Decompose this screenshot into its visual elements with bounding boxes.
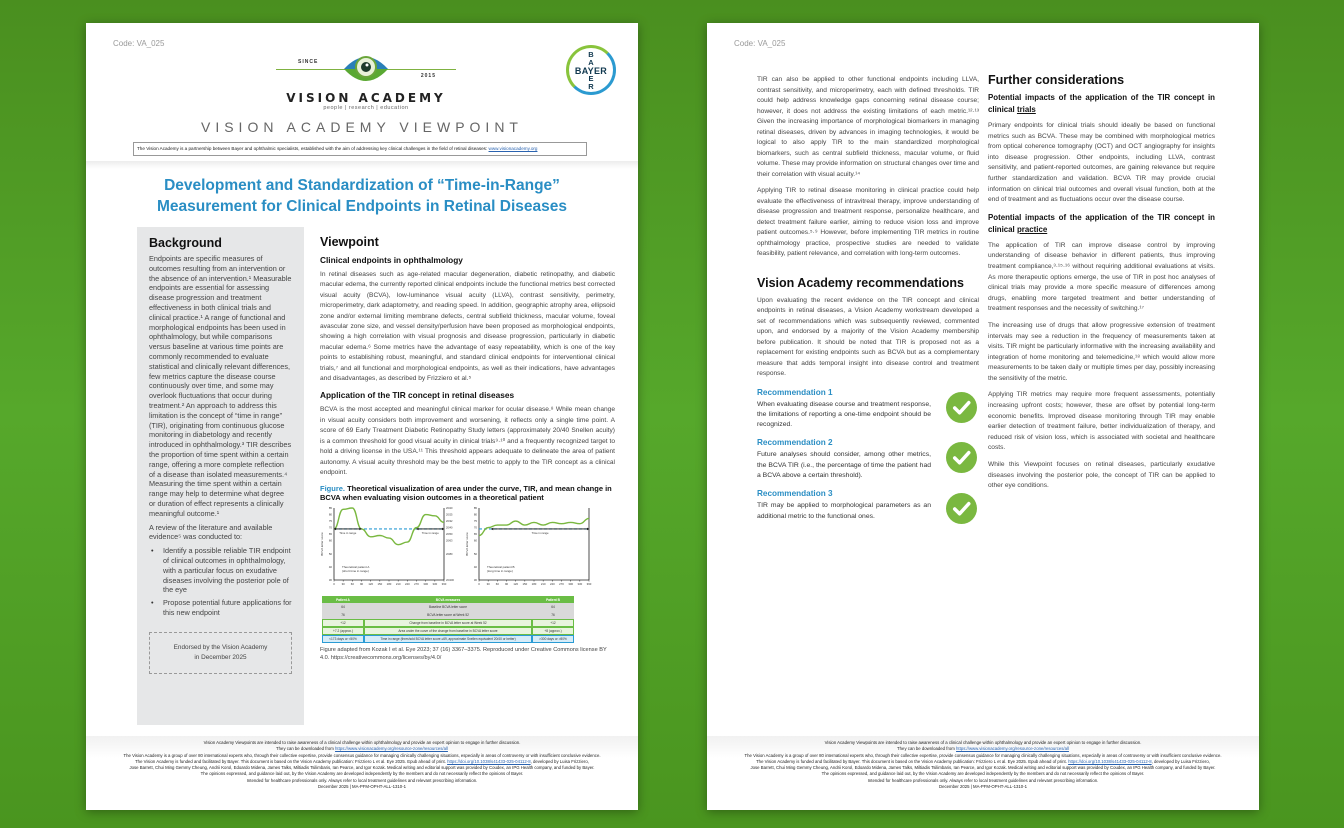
table-header-row bbox=[322, 596, 574, 603]
document-title bbox=[106, 175, 618, 217]
tir-practice-paragraph: Applying TIR to retinal disease monitoring in clinical practice could help evaluate the effectiveness of intravitreal therapy, improve understanding of disease progression and treatment response, personalize healthcare, and detect treatment failure earlier, aiming to reduce vision loss and improve patient outcomes.⁵·⁹ However, before implementing TIR metrics in routine ophthalmology practice, prospective studies are needed to validate feasibility, patient relevance, and correlation with long-term outcomes. bbox=[757, 187, 979, 257]
svg-text:85: 85 bbox=[473, 506, 477, 511]
viewpoint-section bbox=[320, 235, 615, 662]
objective-item: • Propose potential future applications for this new endpoint bbox=[149, 598, 292, 618]
subheading-text: Potential impacts of the application of the TIR concept in clinical bbox=[988, 93, 1215, 114]
footer-line: Vision Academy Viewpoints are intended to raise awareness of a clinical challenge within ophthalmology and provide an expert opinion to engage in further discussion. bbox=[203, 740, 521, 745]
svg-text:180: 180 bbox=[531, 582, 537, 587]
svg-text:20/25: 20/25 bbox=[446, 513, 453, 517]
svg-text:180: 180 bbox=[386, 582, 392, 587]
logo-tagline: people | research | education bbox=[323, 105, 409, 111]
footer-line: Vision Academy Viewpoints are intended to raise awareness of a clinical challenge within ophthalmology and provide an expert opinion to engage in further discussion. bbox=[824, 740, 1142, 745]
svg-text:60: 60 bbox=[495, 582, 499, 587]
recommendation-2 bbox=[757, 438, 979, 481]
svg-text:50: 50 bbox=[473, 552, 477, 557]
svg-text:20/63: 20/63 bbox=[446, 540, 453, 544]
svg-text:20/40: 20/40 bbox=[446, 526, 453, 530]
trials-paragraph: Primary endpoints for clinical trials should ideally be based on functional metrics such as BCVA. These may be combined with morphological metrics from optical coherence tomography (OCT) and OCT angiography for insights into disease progression. Other endpoints, including LLVA, contrast sensitivity, and patient-reported outcomes, are gaining relevance but require further standardization and validation. BCVA TIR may provide crucial information on clinical trial outcomes and overall visual function, both at the end of treatment and as fluctuations occur over the disease course. bbox=[988, 122, 1215, 204]
svg-text:270: 270 bbox=[414, 582, 419, 587]
table-row bbox=[322, 611, 574, 619]
doi-link[interactable]: https://doi.org/10.1038/s41433-025-04112-8 bbox=[447, 758, 531, 764]
chart-a-svg bbox=[320, 504, 460, 596]
svg-text:120: 120 bbox=[368, 582, 374, 587]
svg-text:BCVA letter score: BCVA letter score bbox=[320, 532, 324, 557]
clinical-endpoints-subheading: Clinical endpoints in ophthalmology bbox=[320, 255, 463, 265]
recommendation-title: Recommendation 1 bbox=[757, 387, 833, 397]
document-code: Code: VA_025 bbox=[113, 39, 165, 48]
partnership-statement bbox=[133, 142, 587, 156]
svg-text:30: 30 bbox=[486, 582, 490, 587]
table-row bbox=[322, 619, 574, 627]
recommendations-heading: Vision Academy recommendations bbox=[757, 275, 965, 290]
svg-text:240: 240 bbox=[549, 582, 555, 587]
endorsed-line-1: Endorsed by the Vision Academy bbox=[173, 643, 268, 651]
svg-text:120: 120 bbox=[513, 582, 519, 587]
table-cell: +12 bbox=[322, 619, 364, 627]
recommendation-3 bbox=[757, 489, 979, 529]
tir-application-subheading: Application of the TIR concept in retinal diseases bbox=[320, 390, 515, 401]
svg-text:20/20: 20/20 bbox=[446, 507, 453, 511]
viewpoint-paragraph-1: In retinal diseases such as age-related macular degeneration, diabetic retinopathy, and diabetic macular edema, the currently reported clinical endpoints include the functional metrics best corrected visual acuity (BCVA), low-luminance visual acuity (LLVA), contrast sensitivity, perimetry, microperimetry, dark adaptometry, and reading speed. In addition, geographic atrophy area, ellipsoid zone and/or external limiting membrane defects, central subfield thickness, macular volume, foveal avascular zone size, and vessel density/perfusion have been proposed as morphological endpoints, showing a high correlation with visual prognosis and disease progression, particularly in diabetic macular edema.⁶ Some metrics have the advantage of easy repeatability, which is one of the key points to establishing robust, meaningful, and standard clinical endpoints for interventional clinical trials,⁷ and all functional and morphological endpoints, as well as their indications, have advantages and disadvantages, as described by Frizziero et al.⁵ bbox=[320, 271, 615, 383]
background-sidebar bbox=[137, 227, 304, 725]
svg-text:Time in range: Time in range bbox=[421, 531, 439, 536]
svg-text:70: 70 bbox=[473, 525, 477, 530]
svg-text:85: 85 bbox=[328, 506, 332, 511]
svg-text:330: 330 bbox=[577, 582, 583, 587]
bayer-horizontal: BAYER bbox=[574, 66, 608, 76]
svg-text:70: 70 bbox=[328, 525, 332, 530]
endorsed-line-2: in December 2025 bbox=[194, 653, 247, 661]
svg-text:60: 60 bbox=[350, 582, 354, 587]
svg-text:30: 30 bbox=[473, 578, 477, 583]
svg-text:30: 30 bbox=[341, 582, 345, 587]
table-cell: 64 bbox=[532, 603, 574, 611]
checkmark-icon bbox=[946, 493, 977, 524]
document-page-2 bbox=[707, 23, 1259, 810]
svg-text:90: 90 bbox=[359, 582, 364, 587]
subheading-underlined: trials bbox=[1016, 105, 1036, 114]
figure-label: Figure. bbox=[320, 484, 346, 494]
trials-subheading bbox=[988, 92, 1215, 116]
svg-text:240: 240 bbox=[404, 582, 410, 587]
table-cell: 64 bbox=[322, 603, 364, 611]
svg-text:20/200: 20/200 bbox=[446, 579, 454, 583]
logo-name: VISION ACADEMY bbox=[286, 91, 446, 105]
figure-source: Figure adapted from Kozak I et al. Eye 2023; 37 (16) 3367–3375. Reproduced under Creative Commons license BY 4.0. https://creativecommons.org/licenses/by/4.0/ bbox=[320, 647, 607, 662]
svg-text:300: 300 bbox=[568, 582, 574, 587]
svg-text:150: 150 bbox=[377, 582, 383, 587]
footer-line: Jose Barrett, Chui Ming Gemmy Cheung, Andrii Korol, Edoardo Midena, James Talks, Miltiadis Tsilimbaris, Ian Pearce, and Igor Kozak. Medical writing and editorial support was provided by Coudex, an IPG Health company, and funded by Bayer. bbox=[750, 765, 1216, 771]
figure-charts bbox=[320, 504, 610, 596]
footer-line: Intended for healthcare professionals only. Always refer to local treatment guidelines and relevant prescribing information. bbox=[867, 777, 1099, 783]
svg-text:150: 150 bbox=[522, 582, 528, 587]
table-header-cell: BCVA measures bbox=[364, 596, 532, 603]
recommendations-intro: Upon evaluating the recent evidence on the TIR concept and clinical endpoints in retinal diseases, a Vision Academy workstream developed a set of recommendations which was subsequently reviewed, commented upon, and endorsed by a majority of the Vision Academy membership before publication. It should be noted that TIR is proposed not as a replacement for existing endpoints such as BCVA but as a complementary measure that adds temporal insight into disease control and treatment response. bbox=[757, 296, 979, 377]
svg-text:(long time in range): (long time in range) bbox=[487, 569, 513, 574]
document-page-1 bbox=[86, 23, 638, 810]
svg-text:30: 30 bbox=[328, 578, 332, 583]
practice-paragraph-2: The increasing use of drugs that allow progressive extension of treatment intervals may see a reduction in the frequency of measurements taken at visits. TIR might be particularly informative with the increasing availability and integration of home monitoring and telemedicine,¹⁸ which would allow more measurements to be taken daily or multiple times per day, possibly increasing the sensitivity of the metric. bbox=[988, 321, 1215, 382]
practice-paragraph-3: Applying TIR metrics may require more frequent assessments, potentially increasing upfront costs; however, these are offset by potential long-term economic benefits. Improved disease monitoring through TIR may enable earlier detection of treatment failure, better individualization of therapy, and reduced risk of vision loss, which is associated with societal and healthcare costs. bbox=[988, 391, 1215, 452]
page-1-footer bbox=[86, 736, 638, 810]
svg-text:90: 90 bbox=[504, 582, 509, 587]
viewpoint-heading: Viewpoint bbox=[320, 235, 379, 249]
logo-year: 2015 bbox=[420, 73, 436, 79]
table-cell: <173 days or <50% bbox=[322, 635, 364, 643]
partnership-text: The Vision Academy is a partnership between Bayer and ophthalmic specialists, established with the aim of addressing key clinical challenges in the field of retinal diseases: bbox=[137, 146, 489, 151]
further-considerations-heading: Further considerations bbox=[988, 73, 1125, 87]
footer-text: The Vision Academy is funded and facilitated by Bayer. This document is based on the Vision Academy publication: Frizziero L et al. Eye 2025. Epub ahead of print. bbox=[135, 758, 448, 764]
title-line-2: Measurement for Clinical Endpoints in Retinal Diseases bbox=[157, 198, 567, 215]
svg-text:Time in range: Time in range bbox=[339, 531, 357, 536]
svg-text:80: 80 bbox=[328, 512, 332, 517]
table-cell: Baseline BCVA letter score bbox=[364, 603, 532, 611]
recommendation-1 bbox=[757, 388, 979, 431]
svg-text:Time in range: Time in range bbox=[531, 531, 549, 536]
table-cell: +7.2 (approx.) bbox=[322, 627, 364, 635]
bayer-vertical: B A E R bbox=[588, 50, 594, 91]
svg-text:210: 210 bbox=[395, 582, 401, 587]
svg-text:Theoretical patient B: Theoretical patient B bbox=[487, 565, 515, 570]
footer-line: Intended for healthcare professionals only. Always refer to local treatment guidelines and relevant prescribing information. bbox=[246, 777, 478, 783]
svg-text:40: 40 bbox=[473, 565, 477, 570]
table-cell: 76 bbox=[322, 611, 364, 619]
doi-link[interactable]: https://doi.org/10.1038/s41433-025-04112-8 bbox=[1068, 758, 1152, 764]
page-2-left-column bbox=[757, 75, 979, 529]
footer-line: December 2025 | MA-PFM-OPHT-ALL-1310-1 bbox=[317, 784, 407, 790]
checkmark-icon bbox=[946, 392, 977, 423]
svg-text:Theoretical patient A: Theoretical patient A bbox=[342, 565, 370, 570]
practice-subheading bbox=[988, 212, 1215, 236]
svg-text:210: 210 bbox=[540, 582, 546, 587]
vision-academy-logo bbox=[276, 49, 456, 119]
background-objectives-list bbox=[149, 546, 292, 618]
table-row bbox=[322, 627, 574, 635]
recommendation-title: Recommendation 3 bbox=[757, 489, 833, 499]
title-line-1: Development and Standardization of “Time-in-Range” bbox=[164, 177, 560, 194]
svg-text:(short time in range): (short time in range) bbox=[342, 569, 369, 574]
svg-text:65: 65 bbox=[473, 532, 477, 537]
chart-patient-b bbox=[465, 504, 605, 596]
table-header-cell: Patient A bbox=[322, 596, 364, 603]
table-cell: Change from baseline in BCVA letter score at Week 52 bbox=[364, 619, 532, 627]
svg-text:65: 65 bbox=[328, 532, 332, 537]
checkmark-icon bbox=[946, 442, 977, 473]
table-cell: >300 days or >80% bbox=[532, 635, 574, 643]
footer-text: The Vision Academy is funded and facilitated by Bayer. This document is based on the Vision Academy publication: Frizziero L et al. Eye 2025. Epub ahead of print. bbox=[756, 758, 1069, 764]
svg-text:360: 360 bbox=[441, 582, 447, 587]
subheading-text: Potential impacts of the application of the TIR concept in clinical bbox=[988, 212, 1215, 234]
svg-text:60: 60 bbox=[328, 539, 332, 544]
svg-text:300: 300 bbox=[423, 582, 429, 587]
footer-text: , developed by Luisa Frizziero, bbox=[1151, 758, 1210, 764]
svg-text:20/80: 20/80 bbox=[446, 553, 453, 557]
practice-paragraph-1: The application of TIR can improve disease control by improving understanding of disease behavior in different patients, thus improving treatment compliance,³·¹⁵·¹⁶ without requiring additional evaluations at visits. As more therapeutic options emerge, the use of TIR in post hoc analyses of clinical trials may provide a more specific measure of differences among drugs, enabling more targeted treatment and better understanding of treatment responses and the necessity of switching.¹⁷ bbox=[988, 241, 1215, 313]
page-2-footer bbox=[707, 736, 1259, 810]
bayer-cross-icon bbox=[566, 45, 616, 95]
footer-line: The Vision Academy is a group of over 80 international experts who, through their collective expertise, provide consensus guidance for managing clinically challenging situations, especially in areas of controversy or with insufficient conclusive evidence. bbox=[123, 752, 601, 758]
svg-text:360: 360 bbox=[586, 582, 592, 587]
footer-line: The Vision Academy is a group of over 80 international experts who, through their collective expertise, provide consensus guidance for managing clinically challenging situations, especially in areas of controversy or with insufficient conclusive evidence. bbox=[744, 752, 1222, 758]
footer-line: The opinions expressed, and guidance laid out, by the Vision Academy are developed independently by the members and do not necessarily reflect the opinions of Bayer. bbox=[200, 771, 524, 777]
endorsement-box bbox=[149, 632, 292, 674]
table-cell: BCVA letter score at Week 52 bbox=[364, 611, 532, 619]
subheading-underlined: practice bbox=[1016, 224, 1048, 234]
svg-text:75: 75 bbox=[473, 519, 477, 524]
resources-link[interactable]: https://www.visionacademy.org/resource-zone/resources/all bbox=[956, 746, 1069, 752]
svg-text:20/50: 20/50 bbox=[446, 533, 453, 537]
partnership-link[interactable]: www.visionacademy.org bbox=[488, 146, 538, 151]
viewpoint-paragraph-2: BCVA is the most accepted and meaningful clinical marker for ocular disease.⁸ While mean change in visual acuity considers both improvement and worsening, it reflects only a single time point. A score of 69 Early Treatment Diabetic Retinopathy Study letters (approximately 20/40 Snellen acuity) is a common threshold for good visual acuity in clinical trials⁹·¹⁰ and a frequently recognized target to hold a driving license in the USA.¹¹ This threshold appears adequate to delineate the area of patient autonomy. A visual acuity threshold may be the best metric to apply to the TIR concept as a clinical endpoint. bbox=[320, 406, 615, 476]
figure-results-table bbox=[322, 596, 574, 643]
table-cell: +8 (approx.) bbox=[532, 627, 574, 635]
svg-text:BCVA letter score: BCVA letter score bbox=[465, 532, 469, 557]
background-paragraph-1: Endpoints are specific measures of outcomes resulting from an intervention or the absence of an intervention.¹ Measurable endpoints are essential for assessing disease progression and treatment effectiveness in both clinical trials and clinical practice.¹ A range of functional and morphological endpoints has been used in ophthalmology, but while comparisons versus baseline at various time points are commonly recommended to evaluate statistical and clinically relevant differences, few metrics capture the disease course continuously over time, and some may overlook fluctuations that occur during treatment.² An approach to address this limitation is the concept of “time in range” (TIR), originating from continuous glucose monitoring in diabetology and recently introduced in ophthalmology.³ TIR describes the proportion of time spent within a certain range, offering a more complete reflection of a disease than isolated measurements.⁴ Measuring the time spent within a certain range may help to determine what degree or duration of effect represents a clinically meaningful outcome.¹ bbox=[149, 254, 292, 518]
viewpoint-banner-title: VISION ACADEMY VIEWPOINT bbox=[200, 119, 523, 135]
further-considerations-section bbox=[988, 73, 1215, 498]
svg-text:50: 50 bbox=[328, 552, 332, 557]
table-cell: Time in range (threshold BCVA letter score ≥69, approximate Snellen equivalent 20/40 or better) bbox=[364, 635, 532, 643]
chart-b-svg bbox=[465, 504, 605, 596]
svg-text:0: 0 bbox=[478, 582, 480, 587]
svg-text:75: 75 bbox=[328, 519, 332, 524]
objective-item: • Identify a possible reliable TIR endpoint of clinical outcomes in ophthalmology, with a particular focus on exudative diseases involving the posterior pole of the eye bbox=[149, 546, 292, 595]
recommendation-text: Future analyses should consider, among other metrics, the BCVA TIR (i.e., the percentage of time the patient had a BCVA above a certain threshold). bbox=[757, 451, 931, 479]
svg-text:270: 270 bbox=[559, 582, 564, 587]
table-header-cell: Patient B bbox=[532, 596, 574, 603]
recommendation-text: TIR may be applied to morphological parameters as an additional metric to the functional ones. bbox=[757, 502, 931, 520]
footer-line: Jose Barrett, Chui Ming Gemmy Cheung, Andrii Korol, Edoardo Midena, James Talks, Miltiadis Tsilimbaris, Ian Pearce, and Igor Kozak. Medical writing and editorial support was provided by Coudex, an IPG Health company, and funded by Bayer. bbox=[129, 765, 595, 771]
svg-text:330: 330 bbox=[432, 582, 438, 587]
table-cell: 76 bbox=[532, 611, 574, 619]
footer-text: They can be downloaded from bbox=[897, 746, 957, 752]
background-heading: Background bbox=[149, 236, 222, 250]
footer-text: They can be downloaded from bbox=[276, 746, 336, 752]
table-cell: Area under the curve of the change from baseline in BCVA letter score bbox=[364, 627, 532, 635]
svg-text:80: 80 bbox=[473, 512, 477, 517]
footer-text: , developed by Luisa Frizziero, bbox=[530, 758, 589, 764]
table-cell: +12 bbox=[532, 619, 574, 627]
background-paragraph-2: A review of the literature and available evidence⁵ was conducted to: bbox=[149, 522, 273, 542]
svg-text:0: 0 bbox=[333, 582, 335, 587]
tir-functional-paragraph: TIR can also be applied to other functional endpoints including LLVA, contrast sensitivity, and microperimetry, each with defined thresholds. TIR could help address knowledge gaps concerning retinal disease course; however, it does not address the existing limitations of each metric.¹²·¹³ Given the increasing importance of morphological biomarkers in managing retinal diseases, driven by advances in imaging technologies, it would be logical to also apply TIR to the main standardized morphological biomarkers, such as central subfield thickness, macular volume, or fluid volume. These may provide information on structural changes over time and their correlation with visual acuity.¹⁴ bbox=[757, 76, 979, 178]
table-row bbox=[322, 635, 574, 643]
document-code: Code: VA_025 bbox=[734, 39, 786, 48]
figure-caption-text: Theoretical visualization of area under the curve, TIR, and mean change in BCVA when evaluating vision outcomes in a theoretical patient bbox=[320, 484, 612, 503]
recommendation-title: Recommendation 2 bbox=[757, 438, 833, 448]
chart-patient-a bbox=[320, 504, 460, 596]
figure-caption bbox=[320, 484, 615, 502]
svg-text:60: 60 bbox=[473, 539, 477, 544]
recommendation-text: When evaluating disease course and treatment response, the limitations of reporting a one-time endpoint should be recognized. bbox=[757, 400, 931, 429]
svg-text:40: 40 bbox=[328, 565, 332, 570]
footer-line: December 2025 | MA-PFM-OPHT-ALL-1310-1 bbox=[938, 784, 1028, 790]
resources-link[interactable]: https://www.visionacademy.org/resource-zone/resources/all bbox=[335, 746, 448, 752]
footer-line: The opinions expressed, and guidance laid out, by the Vision Academy are developed independently by the members and do not necessarily reflect the opinions of Bayer. bbox=[821, 771, 1145, 777]
practice-paragraph-4: While this Viewpoint focuses on retinal diseases, particularly exudative diseases involving the posterior pole, the concept of TIR can be applied to other eye conditions. bbox=[988, 461, 1215, 490]
eye-logo-icon bbox=[342, 49, 390, 89]
logo-since: SINCE bbox=[298, 59, 319, 65]
svg-text:20/32: 20/32 bbox=[446, 520, 453, 524]
table-row bbox=[322, 603, 574, 611]
